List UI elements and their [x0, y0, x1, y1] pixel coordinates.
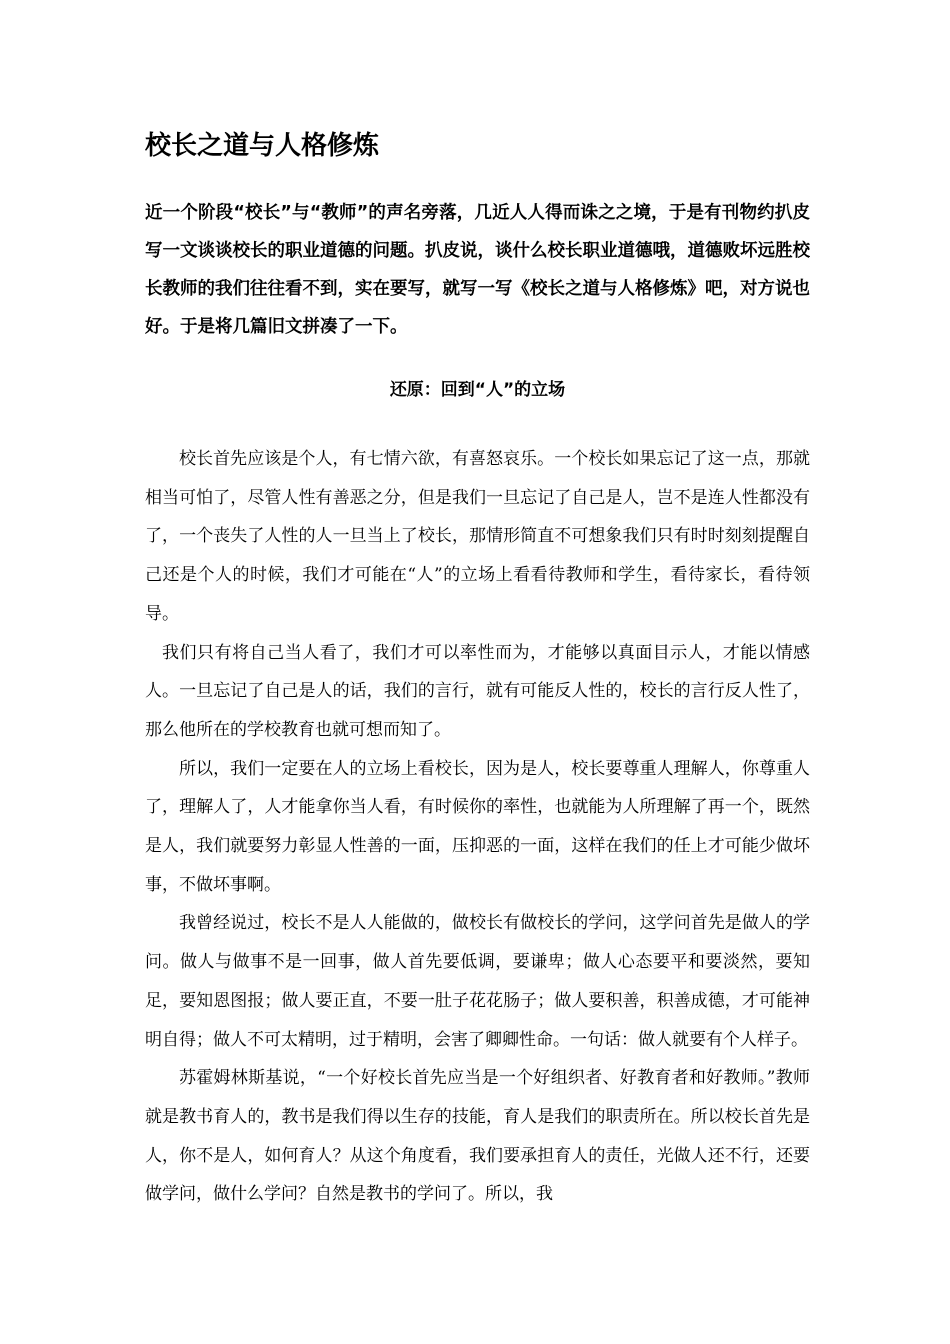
body-text [145, 440, 810, 1214]
intro-paragraph: 近一个阶段“校长”与“教师”的声名旁落，几近人人得而诛之之境，于是有刊物约扒皮写一文谈谈校长的职业道德的问题。扒皮说，谈什么校长职业道德哦，道德败坏远胜校长教师的我们往往看不到，实在要写，就写一写《校长之道与人格修炼》吧，对方说也好。于是将几篇旧文拼凑了一下。 [145, 203, 810, 337]
body-paragraph: 我们只有将自己当人看了，我们才可以率性而为，才能够以真面目示人，才能以情感人。一旦忘记了自己是人的话，我们的言行，就有可能反人性的，校长的言行反人性了，那么他所在的学校教育也就可想而知了。 [145, 642, 810, 740]
document-title: 校长之道与人格修炼 [145, 131, 380, 161]
body-paragraph: 校长首先应该是个人，有七情六欲，有喜怒哀乐。一个校长如果忘记了这一点，那就相当可怕了，尽管人性有善恶之分，但是我们一旦忘记了自己是人，岂不是连人性都没有了，一个丧失了人性的人一旦当上了校长，那情形简直不可想象我们只有时时刻刻提醒自己还是个人的时候，我们才可能在“人”的立场上看看待教师和学生，看待家长，看待领导。 [145, 449, 810, 624]
body-paragraph: 苏霍姆林斯基说，“一个好校长首先应当是一个好组织者、好教育者和好教师。”教师就是教书育人的，教书是我们得以生存的技能，育人是我们的职责所在。所以校长首先是人，你不是人，如何育人？从这个角度看，我们要承担育人的责任，光做人还不行，还要做学问，做什么学问？自然是教书的学问了。所以，我 [145, 1068, 810, 1205]
body-paragraph: 所以，我们一定要在人的立场上看校长，因为是人，校长要尊重人理解人，你尊重人了，理解人了，人才能拿你当人看，有时候你的率性，也就能为人所理解了再一个，既然是人，我们就要努力彰显人性善的一面，压抑恶的一面，这样在我们的任上才可能少做坏事，不做坏事啊。 [145, 758, 810, 895]
section-title: 还原：回到“人”的立场 [389, 380, 566, 400]
body-paragraph: 我曾经说过，校长不是人人能做的，做校长有做校长的学问，这学问首先是做人的学问。做人与做事不是一回事，做人首先要低调，要谦卑；做人心态要平和要淡然，要知足，要知恩图报；做人要正直，不要一肚子花花肠子；做人要积善，积善成德，才可能神明自得；做人不可太精明，过于精明，会害了卿卿性命。一句话：做人就要有个人样子。 [145, 913, 810, 1050]
